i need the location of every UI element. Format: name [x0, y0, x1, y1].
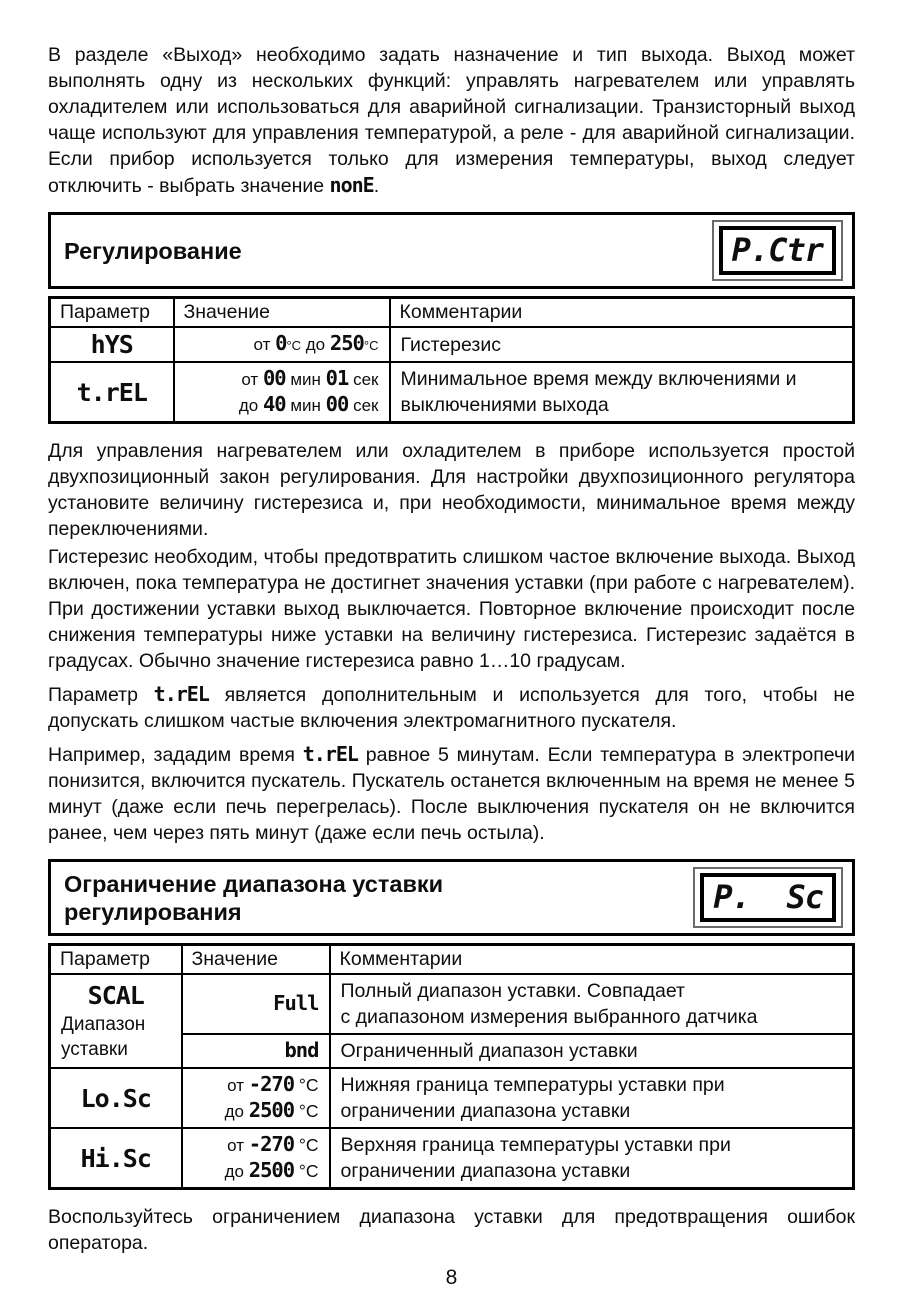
param-name-hisc: Hi.Sc [80, 1143, 151, 1173]
lcd-display-pctr [712, 220, 843, 281]
comment-line: Нижняя граница температуры уставки при [340, 1074, 725, 1096]
value-lcd: 0 [275, 331, 287, 355]
param-cell-scal [50, 974, 182, 1068]
value-line-1 [193, 1132, 319, 1158]
table-row-scal-full [50, 974, 854, 1034]
value-lcd: 2500 [248, 1158, 295, 1182]
param-label-scal: Диапазон уставки [61, 1014, 146, 1060]
comment-line: с диапазоном измерения выбранного датчика [340, 1006, 758, 1028]
lcd-display-pctr-value: P.Ctr [719, 226, 836, 275]
column-header-parameter: Параметр [50, 298, 174, 328]
param-cell-trel [50, 362, 174, 423]
column-header-parameter: Параметр [50, 945, 182, 975]
value-lcd: -270 [248, 1132, 295, 1156]
setpoint-limit-table [48, 943, 855, 1190]
value-unit: °C [298, 1075, 319, 1095]
paragraph-trel-purpose [48, 681, 855, 734]
value-lcd: 00 [325, 392, 349, 416]
regulation-table-header-row [50, 298, 854, 328]
comment-line: Верхняя граница температуры уставки при [340, 1134, 731, 1156]
section-header-regulation [48, 212, 855, 289]
param-cell-losc [50, 1068, 182, 1128]
comment-cell-hys: Гистерезис [390, 327, 854, 362]
paragraph-text: является дополнительным и используется для того, чтобы не допускать слишком частые включения электромагнитного пускателя. [48, 684, 855, 732]
setpoint-table-header-row [50, 945, 854, 975]
section-title-line: Ограничение диапазона уставки [64, 870, 444, 897]
lcd-value-trel: t.rEL [302, 742, 358, 766]
value-text: от [241, 370, 259, 389]
table-row-hisc [50, 1128, 854, 1189]
column-header-value: Значение [174, 298, 390, 328]
value-unit: °С [286, 338, 302, 353]
value-lcd: 01 [325, 366, 349, 390]
page-number: 8 [445, 1266, 458, 1289]
comment-cell-bnd: Ограниченный диапазон уставки [330, 1034, 854, 1068]
comment-line: Минимальное время между включениями и [400, 368, 797, 390]
value-lcd: -270 [248, 1072, 295, 1096]
value-lcd: 40 [262, 392, 286, 416]
value-lcd: 00 [262, 366, 286, 390]
param-name-scal: SCAL [87, 981, 144, 1010]
value-text: от [253, 335, 271, 354]
value-text: до [224, 1102, 245, 1121]
value-text: сек [353, 396, 379, 415]
intro-period: . [373, 175, 380, 197]
param-cell-hys [50, 327, 174, 362]
value-unit: °С [363, 338, 379, 353]
value-text: до [305, 335, 326, 354]
param-name-hys: hYS [90, 330, 133, 359]
value-text: мин [290, 396, 321, 415]
paragraph-trel-example [48, 741, 855, 846]
lcd-display-psc [693, 867, 843, 928]
intro-text: В разделе «Выход» необходимо задать назначение и тип выхода. Выход может выполнять одну из нескольких функций: управлять нагревателем или управлять охладителем или использоваться для аварийной сигнализации. Транзисторный выход чаще используют для управления температурой, а реле - для аварийной сигнализации. Если прибор используется только для измерения температуры, выход следует отключить - выбрать значение [48, 44, 855, 197]
comment-line: выключениями выхода [400, 394, 609, 416]
paragraph-text: Параметр [48, 684, 138, 706]
value-text: сек [353, 370, 379, 389]
column-header-comment: Комментарии [390, 298, 854, 328]
value-cell-losc [182, 1068, 330, 1128]
value-cell-full [182, 974, 330, 1034]
comment-line: ограничении диапазона уставки [340, 1160, 631, 1182]
table-row-losc [50, 1068, 854, 1128]
value-lcd: 2500 [248, 1098, 295, 1122]
paragraph-text: Например, зададим время [48, 744, 295, 766]
column-header-value: Значение [182, 945, 330, 975]
value-text: до [238, 396, 259, 415]
section-title-line: регулирования [64, 898, 242, 925]
value-cell-hys [174, 327, 390, 362]
table-row-trel [50, 362, 854, 423]
value-text: от [227, 1136, 245, 1155]
lcd-value-none: nonE [329, 173, 374, 197]
value-unit: °C [298, 1135, 319, 1155]
comment-cell-hisc [330, 1128, 854, 1189]
paragraph-text: равное 5 минутам. Если температура в электропечи понизится, включится пускатель. Пускатель останется включенным на время не менее 5 минут (даже если печь перегрелась). После выключения пускателя он не включится ранее, чем через пять минут (даже если печь остыла). [48, 744, 856, 844]
value-cell-trel [174, 362, 390, 423]
value-cell-bnd [182, 1034, 330, 1068]
comment-cell-full [330, 974, 854, 1034]
paragraph-control-law: Для управления нагревателем или охладителем в приборе используется простой двухпозиционный закон регулирования. Для настройки двухпозиционного регулятора установите величину гистерезиса и, при необходимости, минимальное время между переключениями. [48, 440, 855, 540]
value-lcd: 250 [329, 331, 364, 355]
comment-line: ограничении диапазона уставки [340, 1100, 631, 1122]
regulation-table [48, 296, 855, 424]
paragraph-intro [48, 42, 855, 199]
value-line-2 [185, 392, 379, 418]
comment-line: Полный диапазон уставки. Совпадает [340, 980, 685, 1002]
paragraph-closing: Воспользуйтесь ограничением диапазона уставки для предотвращения ошибок оператора. [48, 1206, 855, 1254]
value-lcd: bnd [284, 1038, 319, 1062]
lcd-value-trel: t.rEL [153, 682, 209, 706]
param-name-losc: Lo.Sc [80, 1083, 151, 1113]
param-cell-hisc [50, 1128, 182, 1189]
table-row-hys [50, 327, 854, 362]
section-title-regulation: Регулирование [64, 237, 242, 264]
value-text: мин [290, 370, 321, 389]
value-cell-hisc [182, 1128, 330, 1189]
column-header-comment: Комментарии [330, 945, 854, 975]
lcd-display-psc-value: P. Sc [700, 873, 836, 922]
comment-cell-losc [330, 1068, 854, 1128]
value-line-2 [193, 1158, 319, 1184]
section-title-setpoint-limit [64, 870, 443, 926]
value-line-1 [193, 1072, 319, 1098]
value-unit: °C [298, 1101, 319, 1121]
paragraph-hysteresis: Гистерезис необходим, чтобы предотвратить слишком частое включение выхода. Выход включен, пока температура не достигнет значения уставки (при работе с нагревателем). При достижении уставки выход выключается. Повторное включение происходит после снижения температуры ниже уставки на величину гистерезиса. Гистерезис задаётся в градусах. Обычно значение гистерезиса равно 1…10 градусам. [48, 546, 855, 672]
param-name-trel: t.rEL [76, 377, 147, 407]
value-line-2 [193, 1098, 319, 1124]
section-header-setpoint-limit [48, 859, 855, 936]
value-text: от [227, 1076, 245, 1095]
comment-cell-trel [390, 362, 854, 423]
value-unit: °C [298, 1161, 319, 1181]
value-text: до [224, 1162, 245, 1181]
value-line-1 [185, 366, 379, 392]
value-lcd: Full [273, 991, 319, 1015]
